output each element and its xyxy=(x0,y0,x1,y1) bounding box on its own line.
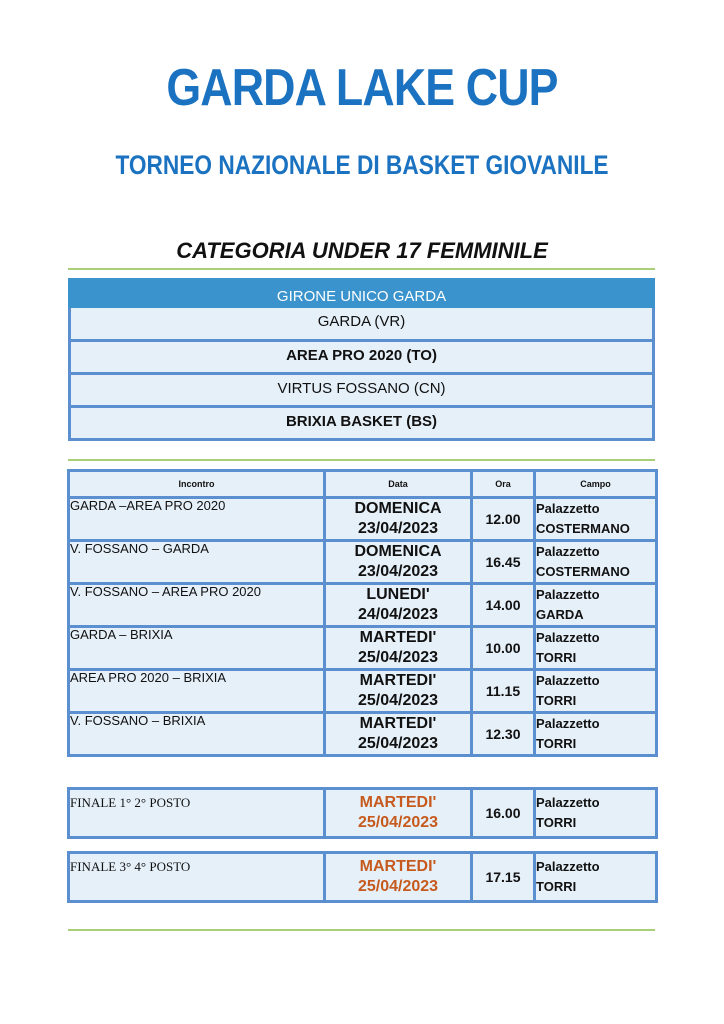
date-cell xyxy=(325,498,472,541)
match-cell: V. FOSSANO – BRIXIA xyxy=(69,713,325,756)
table-row xyxy=(69,498,657,541)
final-table-2 xyxy=(67,851,658,903)
date-cell xyxy=(325,627,472,670)
match-day: MARTEDI' xyxy=(359,629,437,646)
match-cell: V. FOSSANO – AREA PRO 2020 xyxy=(69,584,325,627)
venue-place: TORRI xyxy=(536,736,577,751)
match-day: MARTEDI' xyxy=(359,858,437,875)
match-cell: GARDA –AREA PRO 2020 xyxy=(69,498,325,541)
page-title: GARDA LAKE CUP xyxy=(166,59,558,117)
time-cell: 12.00 xyxy=(472,498,535,541)
time-cell: 11.15 xyxy=(472,670,535,713)
match-day: DOMENICA xyxy=(354,500,442,517)
table-row xyxy=(69,670,657,713)
time-cell: 14.00 xyxy=(472,584,535,627)
match-day: LUNEDI' xyxy=(366,586,430,603)
venue-cell xyxy=(535,584,657,627)
time-cell: 17.15 xyxy=(472,853,535,902)
match-cell: AREA PRO 2020 – BRIXIA xyxy=(69,670,325,713)
match-cell: FINALE 1° 2° POSTO xyxy=(69,789,325,838)
date-cell xyxy=(325,789,472,838)
venue-place: TORRI xyxy=(536,815,577,830)
table-row xyxy=(69,541,657,584)
venue-type: Palazzetto xyxy=(536,587,600,602)
divider xyxy=(68,268,655,270)
date-cell xyxy=(325,584,472,627)
venue-cell xyxy=(535,789,657,838)
divider xyxy=(68,929,655,931)
match-day: DOMENICA xyxy=(354,543,442,560)
team-item: BRIXIA BASKET (BS) xyxy=(71,405,652,438)
header-data: Data xyxy=(325,471,472,498)
date-cell xyxy=(325,853,472,902)
table-row xyxy=(69,713,657,756)
venue-place: GARDA xyxy=(536,607,584,622)
venue-place: COSTERMANO xyxy=(536,521,630,536)
table-row xyxy=(69,853,657,902)
team-item: AREA PRO 2020 (TO) xyxy=(71,339,652,372)
match-cell: GARDA – BRIXIA xyxy=(69,627,325,670)
time-cell: 16.00 xyxy=(472,789,535,838)
final-table-1 xyxy=(67,787,658,839)
match-day: MARTEDI' xyxy=(359,672,437,689)
venue-type: Palazzetto xyxy=(536,630,600,645)
schedule-table xyxy=(67,469,658,757)
table-row xyxy=(69,627,657,670)
group-box xyxy=(68,278,655,441)
team-item: VIRTUS FOSSANO (CN) xyxy=(71,372,652,405)
date-cell xyxy=(325,713,472,756)
category-heading: CATEGORIA UNDER 17 FEMMINILE xyxy=(176,238,548,263)
venue-type: Palazzetto xyxy=(536,544,600,559)
date-cell xyxy=(325,541,472,584)
time-cell: 16.45 xyxy=(472,541,535,584)
venue-place: TORRI xyxy=(536,879,577,894)
venue-cell xyxy=(535,498,657,541)
venue-place: TORRI xyxy=(536,650,577,665)
match-cell: FINALE 3° 4° POSTO xyxy=(69,853,325,902)
time-cell: 10.00 xyxy=(472,627,535,670)
venue-cell xyxy=(535,627,657,670)
venue-type: Palazzetto xyxy=(536,859,600,874)
table-row xyxy=(69,584,657,627)
match-date: 23/04/2023 xyxy=(357,563,439,580)
match-day: MARTEDI' xyxy=(359,715,437,732)
venue-cell xyxy=(535,853,657,902)
venue-type: Palazzetto xyxy=(536,673,600,688)
match-date: 23/04/2023 xyxy=(357,520,439,537)
venue-type: Palazzetto xyxy=(536,795,600,810)
match-date: 25/04/2023 xyxy=(357,735,439,752)
date-cell xyxy=(325,670,472,713)
match-day: MARTEDI' xyxy=(359,794,437,811)
venue-place: TORRI xyxy=(536,693,577,708)
schedule-header-row xyxy=(69,471,657,498)
match-date: 24/04/2023 xyxy=(357,606,439,623)
team-list xyxy=(68,308,655,441)
header-incontro: Incontro xyxy=(69,471,325,498)
venue-cell xyxy=(535,713,657,756)
page-subtitle: TORNEO NAZIONALE DI BASKET GIOVANILE xyxy=(115,150,609,180)
venue-type: Palazzetto xyxy=(536,716,600,731)
match-date: 25/04/2023 xyxy=(357,692,439,709)
match-date: 25/04/2023 xyxy=(357,878,439,895)
match-date: 25/04/2023 xyxy=(357,814,439,831)
divider xyxy=(68,459,655,461)
team-item: GARDA (VR) xyxy=(71,308,652,339)
match-date: 25/04/2023 xyxy=(357,649,439,666)
venue-cell xyxy=(535,541,657,584)
venue-cell xyxy=(535,670,657,713)
header-ora: Ora xyxy=(472,471,535,498)
table-row xyxy=(69,789,657,838)
venue-type: Palazzetto xyxy=(536,501,600,516)
match-cell: V. FOSSANO – GARDA xyxy=(69,541,325,584)
group-title: GIRONE UNICO GARDA xyxy=(68,278,655,308)
venue-place: COSTERMANO xyxy=(536,564,630,579)
time-cell: 12.30 xyxy=(472,713,535,756)
header-campo: Campo xyxy=(535,471,657,498)
